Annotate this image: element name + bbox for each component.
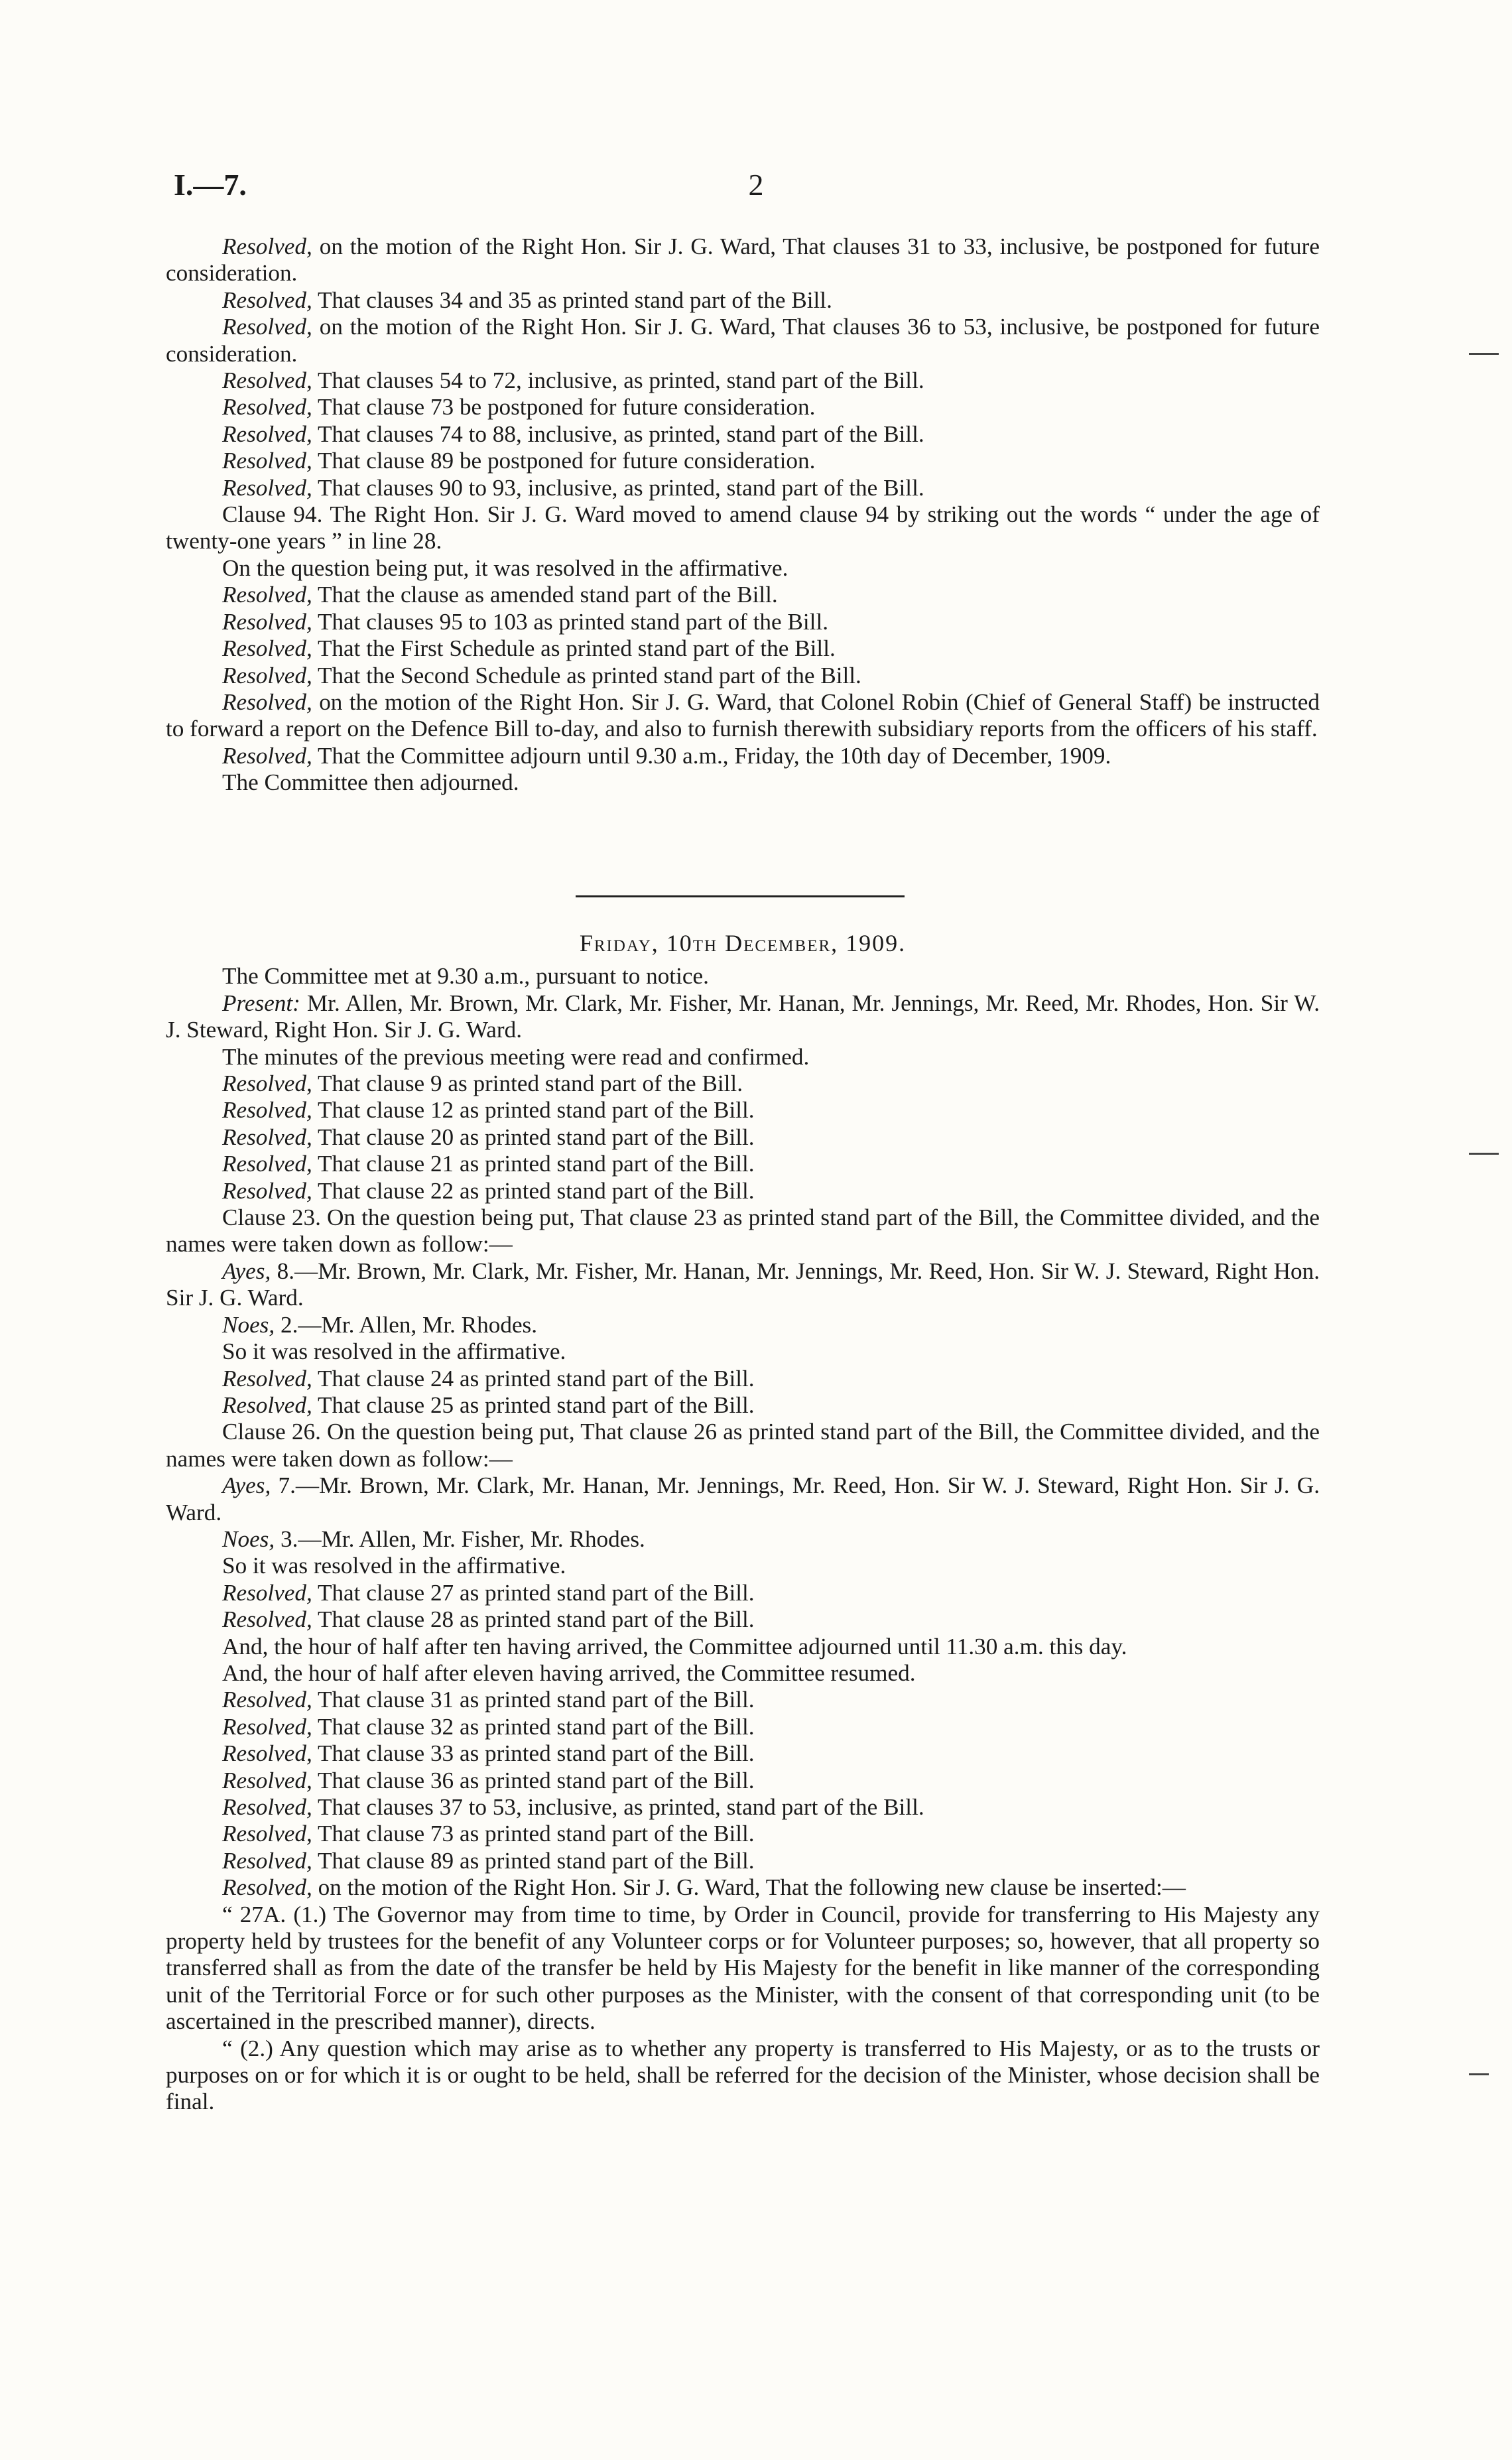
paragraph-lead: Resolved, bbox=[222, 688, 312, 715]
minute-paragraph bbox=[166, 421, 1320, 448]
minute-paragraph bbox=[166, 475, 1320, 501]
minute-paragraph bbox=[166, 1392, 1320, 1419]
paragraph-text: On the question being put, it was resolved in the affirmative. bbox=[222, 554, 788, 581]
paragraph-text: That clauses 74 to 88, inclusive, as printed, stand part of the Bill. bbox=[312, 421, 924, 447]
document-code: I.—7. bbox=[174, 168, 247, 202]
paragraph-lead: Resolved, bbox=[222, 394, 312, 421]
paragraph-text: That clause 20 as printed stand part of the Bill. bbox=[312, 1124, 755, 1150]
paragraph-text: That clause 21 as printed stand part of the Bill. bbox=[312, 1151, 755, 1177]
minute-paragraph bbox=[166, 1097, 1320, 1124]
paragraph-lead: Noes, bbox=[222, 1311, 275, 1338]
minute-paragraph bbox=[166, 287, 1320, 314]
paragraph-text: Mr. Allen, Mr. Brown, Mr. Clark, Mr. Fisher, Mr. Hanan, Mr. Jennings, Mr. Reed, Mr. Rhodes, Hon. Sir W. J. Steward, Right Hon. Sir J. G. Ward. bbox=[166, 990, 1320, 1043]
paragraph-lead: Resolved, bbox=[222, 1070, 312, 1097]
paragraph-text: That clause 24 as printed stand part of the Bill. bbox=[312, 1365, 755, 1392]
paragraph-text: That clause 89 be postponed for future consideration. bbox=[312, 448, 816, 474]
minute-paragraph bbox=[166, 663, 1320, 689]
paragraph-text: 3.—Mr. Allen, Mr. Fisher, Mr. Rhodes. bbox=[275, 1525, 645, 1552]
paragraph-lead: Resolved, bbox=[222, 1794, 312, 1820]
paragraph-text: Clause 26. On the question being put, That clause 26 as printed stand part of the Bill, the Committee divided, and the names were taken down as follow:— bbox=[166, 1419, 1320, 1472]
paragraph-lead: Resolved, bbox=[222, 1392, 312, 1418]
paragraph-lead: Resolved, bbox=[222, 421, 312, 447]
paragraph-lead: Resolved, bbox=[222, 1740, 312, 1767]
minute-paragraph bbox=[166, 1472, 1320, 1526]
minutes-section-2-body bbox=[166, 963, 1320, 2115]
minute-paragraph bbox=[166, 990, 1320, 1044]
minute-paragraph bbox=[166, 1660, 1320, 1687]
paragraph-text: The minutes of the previous meeting were read and confirmed. bbox=[222, 1043, 810, 1070]
minute-paragraph bbox=[166, 582, 1320, 608]
paragraph-text: The Committee then adjourned. bbox=[222, 769, 519, 796]
margin-mark bbox=[1469, 2073, 1489, 2075]
paragraph-text: And, the hour of half after eleven having arrived, the Committee resumed. bbox=[222, 1659, 916, 1686]
minute-paragraph bbox=[166, 1338, 1320, 1365]
paragraph-lead: Resolved, bbox=[222, 287, 312, 313]
minute-paragraph bbox=[166, 1526, 1320, 1553]
minute-paragraph bbox=[166, 1204, 1320, 1258]
paragraph-text: on the motion of the Right Hon. Sir J. G. Ward, That the following new clause be inserted:— bbox=[312, 1874, 1186, 1901]
paragraph-lead: Resolved, bbox=[222, 474, 312, 501]
minute-paragraph bbox=[166, 1821, 1320, 1847]
paragraph-lead: Resolved, bbox=[222, 1821, 312, 1847]
paragraph-text: So it was resolved in the affirmative. bbox=[222, 1338, 566, 1365]
paragraph-lead: Resolved, bbox=[222, 1606, 312, 1633]
minute-paragraph bbox=[166, 2036, 1320, 2116]
page-number: 2 bbox=[748, 168, 764, 202]
paragraph-lead: Ayes, bbox=[222, 1472, 271, 1499]
section-divider bbox=[576, 895, 905, 897]
minute-paragraph bbox=[166, 448, 1320, 474]
paragraph-text: That the Committee adjourn until 9.30 a.m., Friday, the 10th day of December, 1909. bbox=[312, 742, 1111, 769]
paragraph-text: That clause 89 as printed stand part of the Bill. bbox=[312, 1847, 755, 1874]
minute-paragraph bbox=[166, 1044, 1320, 1070]
minute-paragraph bbox=[166, 1740, 1320, 1767]
paragraph-text: That clauses 54 to 72, inclusive, as printed, stand part of the Bill. bbox=[312, 367, 924, 394]
minute-paragraph bbox=[166, 1124, 1320, 1151]
paragraph-text: That clause 73 as printed stand part of the Bill. bbox=[312, 1821, 755, 1847]
minute-paragraph bbox=[166, 1258, 1320, 1312]
paragraph-text: And, the hour of half after ten having arrived, the Committee adjourned until 11.30 a.m. this day. bbox=[222, 1633, 1127, 1659]
minute-paragraph bbox=[166, 233, 1320, 287]
minutes-section-2 bbox=[166, 930, 1320, 2116]
page-header bbox=[174, 167, 1338, 207]
paragraph-lead: Resolved, bbox=[222, 1687, 312, 1713]
paragraph-lead: Resolved, bbox=[222, 1874, 312, 1901]
paragraph-text: “ 27A. (1.) The Governor may from time to time, by Order in Council, provide for transferring to His Majesty any property held by trustees for the benefit of any Volunteer corps or for Volunteer purposes; so, however, that all property so transferred shall as from the date of the transfer be held by His Majesty for the benefit in like manner of the corresponding unit of the Territorial Force or for such other purposes as the Minister, with the consent of that corresponding unit (to be ascertained in the prescribed manner), directs. bbox=[166, 1901, 1320, 2035]
paragraph-text: That the First Schedule as printed stand part of the Bill. bbox=[312, 635, 836, 662]
paragraph-text: That clause 36 as printed stand part of the Bill. bbox=[312, 1767, 755, 1793]
minute-paragraph bbox=[166, 963, 1320, 990]
margin-mark bbox=[1469, 353, 1499, 355]
paragraph-lead: Resolved, bbox=[222, 1177, 312, 1204]
paragraph-text: on the motion of the Right Hon. Sir J. G. Ward, that Colonel Robin (Chief of General Staff) be instructed to forward a report on the Defence Bill to-day, and also to furnish therewith subsidiary reports from the officers of his staff. bbox=[166, 688, 1320, 742]
paragraph-text: “ (2.) Any question which may arise as to whether any property is transferred to His Majesty, or as to the trusts or purposes on or for which it is or ought to be held, shall be referred for the decision of the Minister, whose decision shall be final. bbox=[166, 2035, 1320, 2115]
paragraph-lead: Noes, bbox=[222, 1525, 275, 1552]
minute-paragraph bbox=[166, 1768, 1320, 1794]
minute-paragraph bbox=[166, 1312, 1320, 1338]
paragraph-lead: Resolved, bbox=[222, 1124, 312, 1150]
paragraph-lead: Resolved, bbox=[222, 1151, 312, 1177]
paragraph-text: That clause 27 as printed stand part of the Bill. bbox=[312, 1579, 755, 1606]
paragraph-lead: Resolved, bbox=[222, 1097, 312, 1124]
paragraph-text: That clauses 90 to 93, inclusive, as printed, stand part of the Bill. bbox=[312, 474, 924, 501]
paragraph-lead: Resolved, bbox=[222, 1713, 312, 1740]
paragraph-text: That clauses 34 and 35 as printed stand part of the Bill. bbox=[312, 287, 832, 313]
paragraph-text: That clauses 37 to 53, inclusive, as printed, stand part of the Bill. bbox=[312, 1794, 924, 1820]
paragraph-text: That clause 25 as printed stand part of the Bill. bbox=[312, 1392, 755, 1418]
paragraph-lead: Ayes, bbox=[222, 1258, 271, 1284]
minute-paragraph bbox=[166, 1874, 1320, 1901]
paragraph-text: That clause 31 as printed stand part of the Bill. bbox=[312, 1687, 755, 1713]
paragraph-text: on the motion of the Right Hon. Sir J. G. Ward, That clauses 36 to 53, inclusive, be postponed for future consideration. bbox=[166, 314, 1320, 367]
minute-paragraph bbox=[166, 769, 1320, 796]
minute-paragraph bbox=[166, 1606, 1320, 1633]
paragraph-lead: Resolved, bbox=[222, 608, 312, 635]
paragraph-text: That clause 33 as printed stand part of the Bill. bbox=[312, 1740, 755, 1767]
paragraph-lead: Resolved, bbox=[222, 314, 312, 340]
minute-paragraph bbox=[166, 1151, 1320, 1177]
paragraph-text: 8.—Mr. Brown, Mr. Clark, Mr. Fisher, Mr. Hanan, Mr. Jennings, Mr. Reed, Hon. Sir W. J. Steward, Right Hon. Sir J. G. Ward. bbox=[166, 1258, 1320, 1311]
paragraph-text: 2.—Mr. Allen, Mr. Rhodes. bbox=[275, 1311, 538, 1338]
paragraph-text: on the motion of the Right Hon. Sir J. G. Ward, That clauses 31 to 33, inclusive, be postponed for future consideration. bbox=[166, 233, 1320, 287]
paragraph-text: That the clause as amended stand part of the Bill. bbox=[312, 582, 778, 608]
minute-paragraph bbox=[166, 314, 1320, 367]
minute-paragraph bbox=[166, 689, 1320, 743]
minute-paragraph bbox=[166, 1687, 1320, 1713]
minute-paragraph bbox=[166, 555, 1320, 582]
minute-paragraph bbox=[166, 1902, 1320, 2036]
minute-paragraph bbox=[166, 367, 1320, 394]
paragraph-text: So it was resolved in the affirmative. bbox=[222, 1553, 566, 1579]
paragraph-lead: Resolved, bbox=[222, 1847, 312, 1874]
paragraph-text: Clause 23. On the question being put, That clause 23 as printed stand part of the Bill, the Committee divided, and the names were taken down as follow:— bbox=[166, 1204, 1320, 1258]
paragraph-text: That clause 22 as printed stand part of the Bill. bbox=[312, 1177, 755, 1204]
minutes-section-1 bbox=[166, 233, 1320, 797]
paragraph-lead: Resolved, bbox=[222, 367, 312, 394]
paragraph-lead: Resolved, bbox=[222, 1767, 312, 1793]
paragraph-lead: Resolved, bbox=[222, 582, 312, 608]
minute-paragraph bbox=[166, 1634, 1320, 1660]
paragraph-text: That clauses 95 to 103 as printed stand part of the Bill. bbox=[312, 608, 829, 635]
margin-mark bbox=[1469, 1153, 1499, 1155]
paragraph-text: That clause 28 as printed stand part of the Bill. bbox=[312, 1606, 755, 1633]
paragraph-text: That clause 32 as printed stand part of the Bill. bbox=[312, 1713, 755, 1740]
minute-paragraph bbox=[166, 1714, 1320, 1740]
paragraph-lead: Resolved, bbox=[222, 662, 312, 688]
paragraph-text: That clause 12 as printed stand part of the Bill. bbox=[312, 1097, 755, 1124]
minute-paragraph bbox=[166, 743, 1320, 769]
paragraph-lead: Resolved, bbox=[222, 1365, 312, 1392]
minute-paragraph bbox=[166, 1794, 1320, 1821]
paragraph-lead: Resolved, bbox=[222, 742, 312, 769]
paragraph-lead: Resolved, bbox=[222, 233, 312, 259]
meeting-date-heading: Friday, 10th December, 1909. bbox=[579, 930, 907, 956]
minute-paragraph bbox=[166, 1580, 1320, 1606]
minute-paragraph bbox=[166, 609, 1320, 635]
paragraph-lead: Resolved, bbox=[222, 635, 312, 662]
paragraph-lead: Present: bbox=[222, 990, 300, 1016]
minute-paragraph bbox=[166, 1070, 1320, 1097]
minute-paragraph bbox=[166, 394, 1320, 421]
paragraph-lead: Resolved, bbox=[222, 1579, 312, 1606]
paragraph-text: That clause 9 as printed stand part of the Bill. bbox=[312, 1070, 743, 1097]
minute-paragraph bbox=[166, 635, 1320, 662]
minute-paragraph bbox=[166, 1366, 1320, 1392]
minute-paragraph bbox=[166, 1178, 1320, 1204]
minute-paragraph bbox=[166, 501, 1320, 555]
minute-paragraph bbox=[166, 1553, 1320, 1579]
paragraph-text: 7.—Mr. Brown, Mr. Clark, Mr. Hanan, Mr. Jennings, Mr. Reed, Hon. Sir W. J. Steward, Right Hon. Sir J. G. Ward. bbox=[166, 1472, 1320, 1525]
paragraph-text: Clause 94. The Right Hon. Sir J. G. Ward moved to amend clause 94 by striking out the words “ under the age of twenty-one years ” in line 28. bbox=[166, 501, 1320, 554]
paragraph-text: That clause 73 be postponed for future consideration. bbox=[312, 394, 816, 421]
minute-paragraph bbox=[166, 1419, 1320, 1472]
paragraph-text: That the Second Schedule as printed stand part of the Bill. bbox=[312, 662, 861, 688]
paragraph-text: The Committee met at 9.30 a.m., pursuant to notice. bbox=[222, 963, 709, 990]
paragraph-lead: Resolved, bbox=[222, 448, 312, 474]
minute-paragraph bbox=[166, 1848, 1320, 1874]
